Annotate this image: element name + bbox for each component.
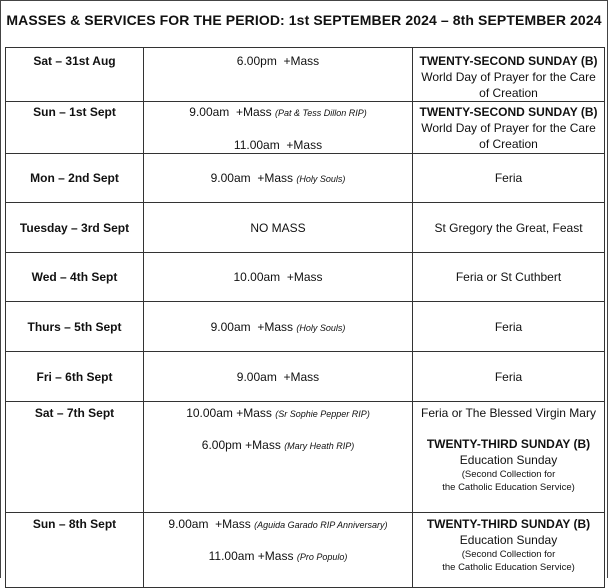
table-row (6, 302, 605, 352)
feast-cell: Feria (413, 154, 605, 203)
table-row (6, 402, 605, 513)
feast-cell: St Gregory the Great, Feast (413, 203, 605, 253)
mass-entry: 10.00am +Mass (233, 270, 323, 284)
mass-entry: 6.00pm +Mass (Mary Heath RIP) (201, 438, 355, 452)
page-title: MASSES & SERVICES FOR THE PERIOD: 1st SEPTEMBER 2024 – 8th SEPTEMBER 2024 (6, 12, 602, 28)
feast-cell: Feria (413, 352, 605, 402)
day-cell: Sun – 1st Sept (6, 102, 144, 154)
day-cell: Sat – 7th Sept (6, 402, 144, 513)
table-row (6, 154, 605, 203)
mass-entry: 9.00am +Mass (Aguida Garado RIP Anniversary) (168, 517, 388, 531)
mass-entry: 9.00am +Mass (Pat & Tess Dillon RIP) (189, 105, 367, 119)
mass-entry: 10.00am +Mass (Sr Sophie Pepper RIP) (186, 406, 370, 420)
day-cell: Thurs – 5th Sept (6, 302, 144, 352)
mass-cell (144, 154, 413, 203)
table-row (6, 352, 605, 402)
mass-entry: 11.00am +Mass (Pro Populo) (208, 549, 348, 563)
day-cell: Sat – 31st Aug (6, 48, 144, 102)
table-row (6, 102, 605, 154)
feast-cell: Feria or St Cuthbert (413, 253, 605, 302)
no-mass-label: NO MASS (250, 220, 306, 235)
mass-entry: 9.00am +Mass (Holy Souls) (210, 319, 346, 334)
mass-cell (144, 102, 413, 154)
day-cell: Mon – 2nd Sept (6, 154, 144, 203)
mass-cell (144, 352, 413, 402)
mass-cell (144, 513, 413, 588)
table-row (6, 253, 605, 302)
day-cell: Tuesday – 3rd Sept (6, 203, 144, 253)
mass-cell (144, 253, 413, 302)
day-cell: Sun – 8th Sept (6, 513, 144, 588)
feast-cell: TWENTY-THIRD SUNDAY (B) Education Sunday (Second Collection for the Catholic Education Service) (413, 513, 605, 588)
feast-cell: TWENTY-SECOND SUNDAY (B) World Day of Prayer for the Care of Creation (413, 48, 605, 102)
mass-cell (144, 203, 413, 253)
schedule-table (5, 47, 605, 588)
feast-cell: Feria (413, 302, 605, 352)
mass-entry: 9.00am +Mass (236, 369, 320, 384)
day-cell: Fri – 6th Sept (6, 352, 144, 402)
mass-entry: 9.00am +Mass (Holy Souls) (210, 171, 346, 185)
mass-cell (144, 402, 413, 513)
table-row (6, 48, 605, 102)
day-cell: Wed – 4th Sept (6, 253, 144, 302)
table-row (6, 203, 605, 253)
feast-cell: Feria or The Blessed Virgin Mary TWENTY-THIRD SUNDAY (B) Education Sunday (Second Collection for the Catholic Education Service) (413, 402, 605, 513)
feast-cell: TWENTY-SECOND SUNDAY (B) World Day of Prayer for the Care of Creation (413, 102, 605, 154)
mass-cell (144, 302, 413, 352)
mass-entry: 6.00pm +Mass (236, 54, 320, 68)
mass-entry: 11.00am +Mass (233, 138, 323, 152)
mass-cell (144, 48, 413, 102)
table-row (6, 513, 605, 588)
